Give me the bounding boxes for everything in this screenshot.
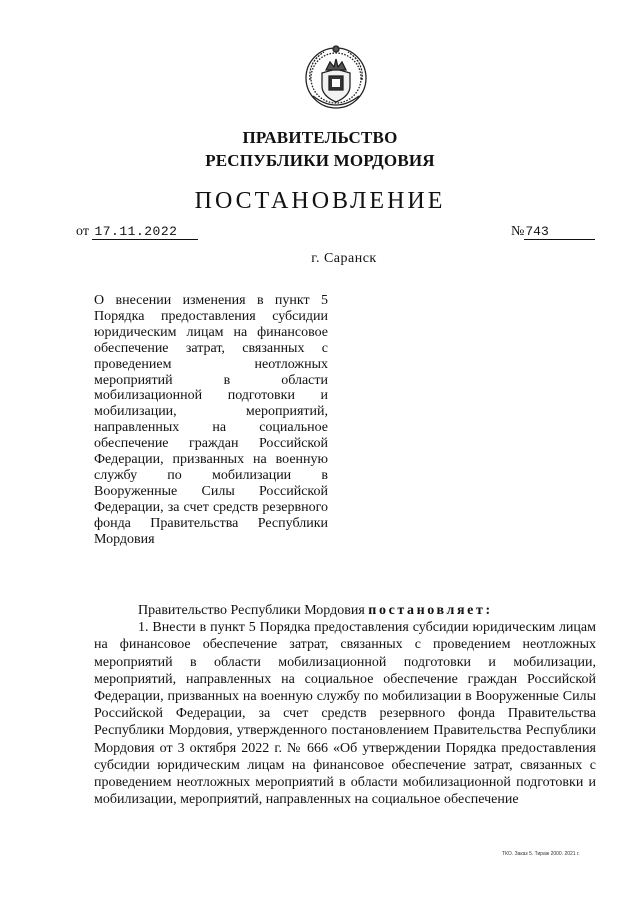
- document-date: 17.11.2022: [92, 224, 198, 240]
- document-body: [94, 602, 596, 808]
- city: г. Саранск: [311, 251, 377, 266]
- date-row: [76, 224, 198, 240]
- preamble-text: Правительство Республики Мордовия: [138, 603, 369, 618]
- document-number: 743: [524, 224, 595, 240]
- document-subject: О внесении изменения в пункт 5 Порядка предоставления субсидии юридическим лицам на финансовое обеспечение затрат, связанных с проведением неотложных мероприятий в области мобилизационной подготовки и мобилизации, мероприятий, направленных на социальное обеспечение граждан Российской Федерации, призванных на военную службу по мобилизации в Вооруженные Силы Российской Федерации, за счет средств резервного фонда Правительства Республики Мордовия: [94, 293, 328, 547]
- org-name-line1: ПРАВИТЕЛЬСТВО: [242, 128, 398, 147]
- number-prefix: №: [511, 224, 525, 239]
- preamble-paragraph: [94, 602, 596, 619]
- org-name-line2: РЕСПУБЛИКИ МОРДОВИЯ: [205, 151, 435, 170]
- number-row: [511, 224, 595, 240]
- coat-of-arms-icon: [299, 40, 373, 112]
- item-1-paragraph: 1. Внести в пункт 5 Порядка предоставления субсидии юридическим лицам на финансовое обеспечение затрат, связанных с проведением неотложных мероприятий в области мобилизационной подготовки и мобилизации, мероприятий, направленных на социальное обеспечение граждан Российской Федерации, призванных на военную службу по мобилизации в Вооруженные Силы Российской Федерации, за счет средств резервного фонда Правительства Республики Мордовия, утвержденного постановлением Правительства Республики Мордовия от 3 октября 2022 г. № 666 «Об утверждении Порядка предоставления субсидии юридическим лицам на финансовое обеспечение затрат, связанных с проведением неотложных мероприятий в области мобилизационной подготовки и мобилизации, мероприятий, направленных на социальное обеспечение: [94, 620, 596, 808]
- preamble-action: постановляет:: [368, 603, 493, 618]
- date-prefix: от: [76, 224, 89, 239]
- print-footer: ТКО. Заказ 5. Тираж 2000. 2021 г.: [502, 851, 580, 857]
- document-type-title: ПОСТАНОВЛЕНИЕ: [194, 188, 446, 214]
